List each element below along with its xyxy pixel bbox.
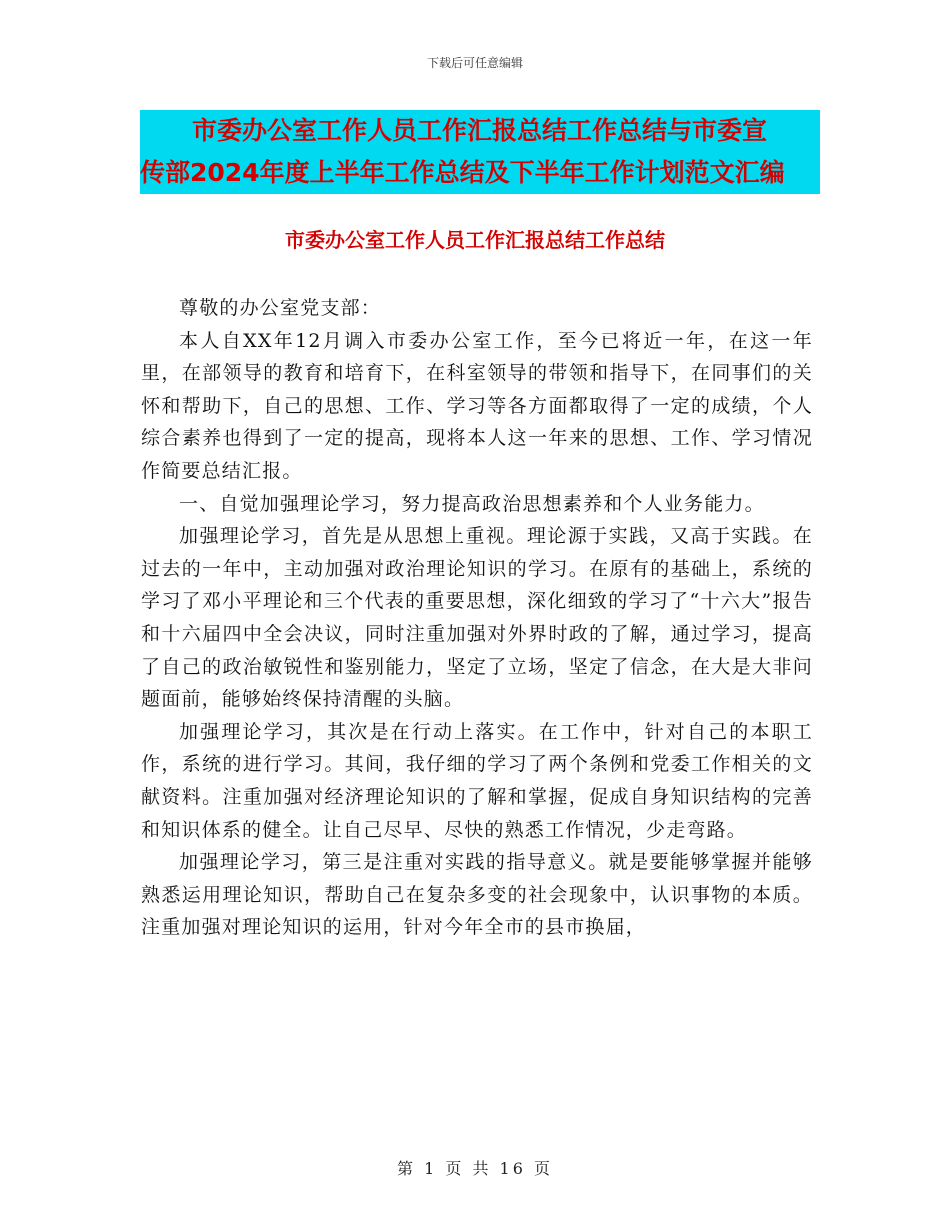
document-title-line-2: 传部2024年度上半年工作总结及下半年工作计划范文汇编	[140, 158, 785, 187]
body-paragraph: 加强理论学习，其次是在行动上落实。在工作中，针对自己的本职工作，系统的进行学习。其间，我仔细的学习了两个条例和党委工作相关的文献资料。注重加强对经济理论知识的了解和掌握，促成自身知识结构的完善和知识体系的健全。让自己尽早、尽快的熟悉工作情况，少走弯路。	[141, 720, 813, 841]
document-title-line-1: 市委办公室工作人员工作汇报总结工作总结与市委宣	[192, 116, 768, 145]
page-header-note: 下载后可任意编辑	[426, 56, 523, 70]
body-paragraph: 加强理论学习，首先是从思想上重视。理论源于实践，又高于实践。在过去的一年中，主动加强对政治理论知识的学习。在原有的基础上，系统的学习了邓小平理论和三个代表的重要思想，深化细致的学习了“十六大”报告和十六届四中全会决议，同时注重加强对外界时政的了解，通过学习，提高了自己的政治敏锐性和鉴别能力，坚定了立场，坚定了信念，在大是大非问题面前，能够始终保持清醒的头脑。	[141, 525, 813, 711]
body-paragraph: 本人自XX年12月调入市委办公室工作，至今已将近一年，在这一年里，在部领导的教育和培育下，在科室领导的带领和指导下，在同事们的关怀和帮助下，自己的思想、工作、学习等各方面都取得了一定的成绩，个人综合素养也得到了一定的提高，现将本人这一年来的思想、工作、学习情况作简要总结汇报。	[141, 329, 813, 482]
section-title: 市委办公室工作人员工作汇报总结工作总结	[285, 228, 665, 252]
body-paragraph: 一、自觉加强理论学习，努力提高政治思想素养和个人业务能力。	[179, 492, 765, 515]
document-title	[140, 110, 820, 194]
salutation: 尊敬的办公室党支部：	[179, 297, 382, 319]
page-footer: 第 1 页 共 16 页	[397, 1159, 553, 1178]
body-paragraph: 加强理论学习，第三是注重对实践的指导意义。就是要能够掌握并能够熟悉运用理论知识，帮助自己在复杂多变的社会现象中，认识事物的本质。注重加强对理论知识的运用，针对今年全市的县市换届，	[141, 851, 813, 939]
document-body	[141, 292, 813, 944]
